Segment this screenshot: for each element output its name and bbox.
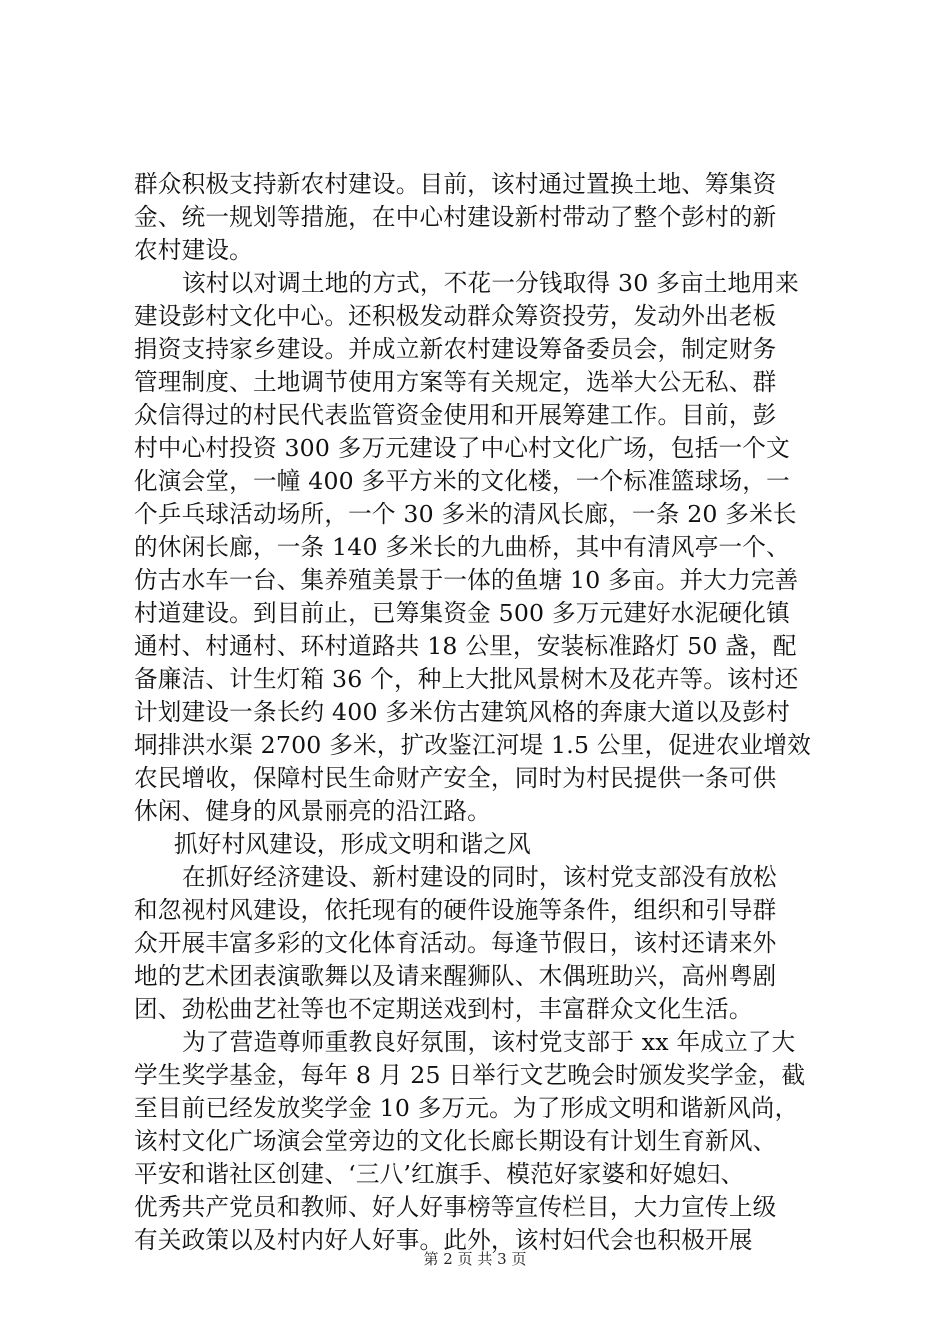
text-line: 在抓好经济建设、新村建设的同时，该村党支部没有放松: [182, 863, 777, 891]
text-line: 抓好村风建设，形成文明和谐之风: [174, 830, 531, 858]
text-line: 地的艺术团表演歌舞以及请来醒狮队、木偶班助兴，高州粤剧: [134, 962, 777, 990]
text-line: 村道建设。到目前止，已筹集资金 500 多万元建好水泥硬化镇: [134, 599, 790, 627]
paragraph: [134, 861, 824, 1026]
text-line: 至目前已经发放奖学金 10 多万元。为了形成文明和谐新风尚，: [134, 1094, 799, 1122]
text-line: 平安和谐社区创建、‘三八’红旗手、模范好家婆和好媳妇、: [134, 1160, 745, 1188]
text-line: 农村建设。: [134, 236, 253, 264]
paragraph: [134, 168, 824, 267]
text-line: 休闲、健身的风景丽亮的沿江路。: [134, 797, 491, 825]
text-line: 的休闲长廊，一条 140 多米长的九曲桥，其中有清风亭一个、: [134, 533, 790, 561]
text-line: 群众积极支持新农村建设。目前，该村通过置换土地、筹集资: [134, 170, 777, 198]
text-line: 团、劲松曲艺社等也不定期送戏到村，丰富群众文化生活。: [134, 995, 753, 1023]
text-line: 管理制度、土地调节使用方案等有关规定，选举大公无私、群: [134, 368, 777, 396]
page-footer: 第 2 页 共 3 页: [423, 1250, 527, 1268]
text-line: 村中心村投资 300 多万元建设了中心村文化广场，包括一个文: [134, 434, 790, 462]
text-line: 为了营造尊师重教良好氛围，该村党支部于 xx 年成立了大: [182, 1028, 796, 1056]
text-line: 学生奖学基金，每年 8 月 25 日举行文艺晚会时颁发奖学金，截: [134, 1061, 806, 1089]
text-line: 个乒乓球活动场所，一个 30 多米的清风长廊，一条 20 多米长: [134, 500, 797, 528]
document-body: [134, 168, 824, 1257]
section-heading: [134, 828, 824, 861]
text-line: 众信得过的村民代表监管资金使用和开展筹建工作。目前，彭: [134, 401, 777, 429]
text-line: 化演会堂，一幢 400 多平方米的文化楼，一个标准篮球场，一: [134, 467, 790, 495]
paragraph: [134, 1026, 824, 1257]
text-line: 该村文化广场演会堂旁边的文化长廊长期设有计划生育新风、: [134, 1127, 777, 1155]
text-line: 计划建设一条长约 400 多米仿古建筑风格的奔康大道以及彭村: [134, 698, 790, 726]
text-line: 通村、村通村、环村道路共 18 公里，安装标准路灯 50 盏，配: [134, 632, 797, 660]
text-line: 优秀共产党员和教师、好人好事榜等宣传栏目，大力宣传上级: [134, 1193, 777, 1221]
text-line: 众开展丰富多彩的文化体育活动。每逢节假日，该村还请来外: [134, 929, 777, 957]
text-line: 和忽视村风建设，依托现有的硬件设施等条件，组织和引导群: [134, 896, 777, 924]
text-line: 该村以对调土地的方式，不花一分钱取得 30 多亩土地用来: [182, 269, 799, 297]
paragraph: [134, 267, 824, 828]
text-line: 备廉洁、计生灯箱 36 个，种上大批风景树木及花卉等。该村还: [134, 665, 799, 693]
text-line: 捐资支持家乡建设。并成立新农村建设筹备委员会，制定财务: [134, 335, 777, 363]
text-line: 农民增收，保障村民生命财产安全，同时为村民提供一条可供: [134, 764, 777, 792]
text-line: 金、统一规划等措施，在中心村建设新村带动了整个彭村的新: [134, 203, 777, 231]
text-line: 仿古水车一台、集养殖美景于一体的鱼塘 10 多亩。并大力完善: [134, 566, 799, 594]
text-line: 有关政策以及村内好人好事。此外，该村妇代会也积极开展: [134, 1226, 753, 1254]
text-line: 垌排洪水渠 2700 多米，扩改鉴江河堤 1.5 公里，促进农业增效: [134, 731, 812, 759]
text-line: 建设彭村文化中心。还积极发动群众筹资投劳，发动外出老板: [134, 302, 777, 330]
